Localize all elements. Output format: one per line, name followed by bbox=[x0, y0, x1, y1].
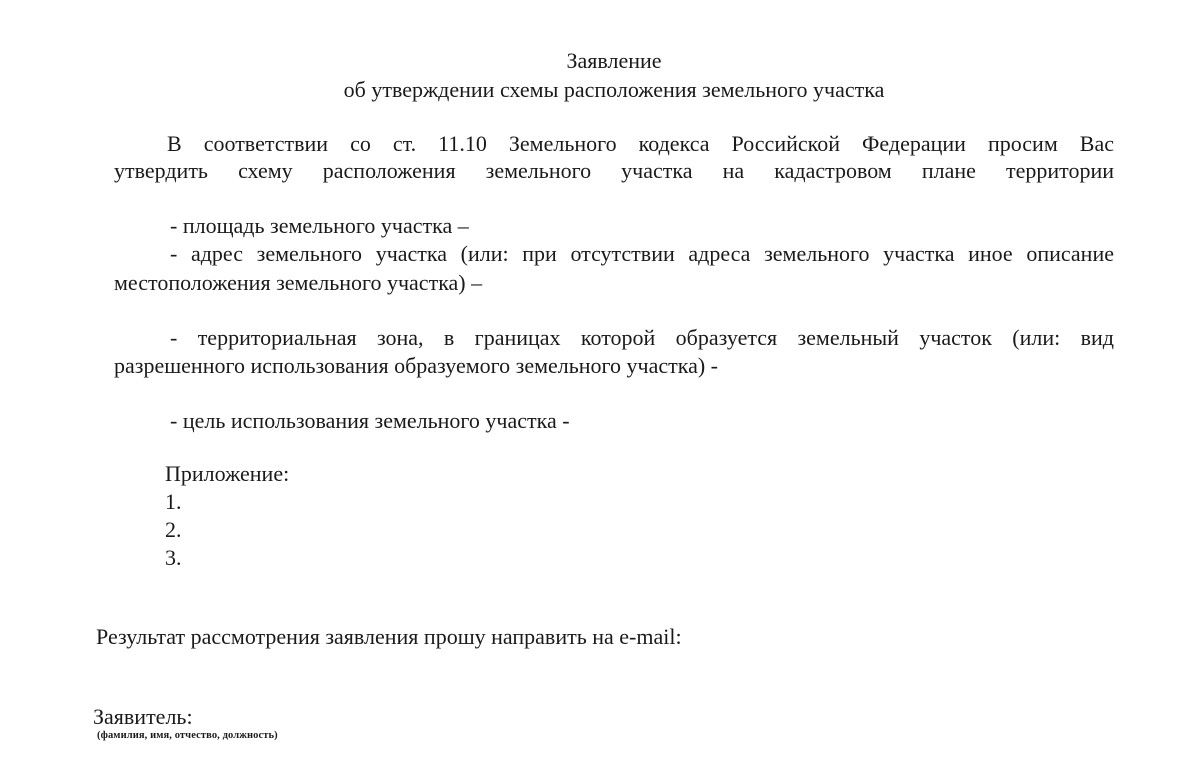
attachments-label: Приложение: bbox=[165, 461, 290, 486]
applicant-label: Заявитель: bbox=[93, 704, 193, 729]
document-subtitle: об утверждении схемы расположения земельного участка bbox=[343, 77, 885, 102]
item-zone-line-2: разрешенного использования образуемого земельного участка) - bbox=[114, 353, 719, 378]
intro-line-1: В соответствии со ст. 11.10 Земельного кодекса Российской Федерации просим Вас bbox=[167, 131, 1114, 156]
item-area: - площадь земельного участка – bbox=[170, 213, 469, 238]
applicant-hint: (фамилия, имя, отчество, должность) bbox=[97, 730, 278, 741]
intro-line-2: утвердить схему расположения земельного участка на кадастровом плане территории bbox=[114, 158, 1114, 183]
item-address-line-1: - адрес земельного участка (или: при отсутствии адреса земельного участка иное описание bbox=[170, 241, 1114, 266]
item-purpose: - цель использования земельного участка - bbox=[170, 408, 570, 433]
item-address-line-2: местоположения земельного участка) – bbox=[114, 270, 483, 295]
result-email-line: Результат рассмотрения заявления прошу направить на e-mail: bbox=[96, 624, 682, 649]
attachment-item-1: 1. bbox=[165, 489, 182, 514]
document-title: Заявление bbox=[566, 48, 662, 73]
item-zone-line-1: - территориальная зона, в границах которой образуется земельный участок (или: вид bbox=[170, 325, 1114, 350]
attachment-item-2: 2. bbox=[165, 517, 182, 542]
attachment-item-3: 3. bbox=[165, 545, 182, 570]
